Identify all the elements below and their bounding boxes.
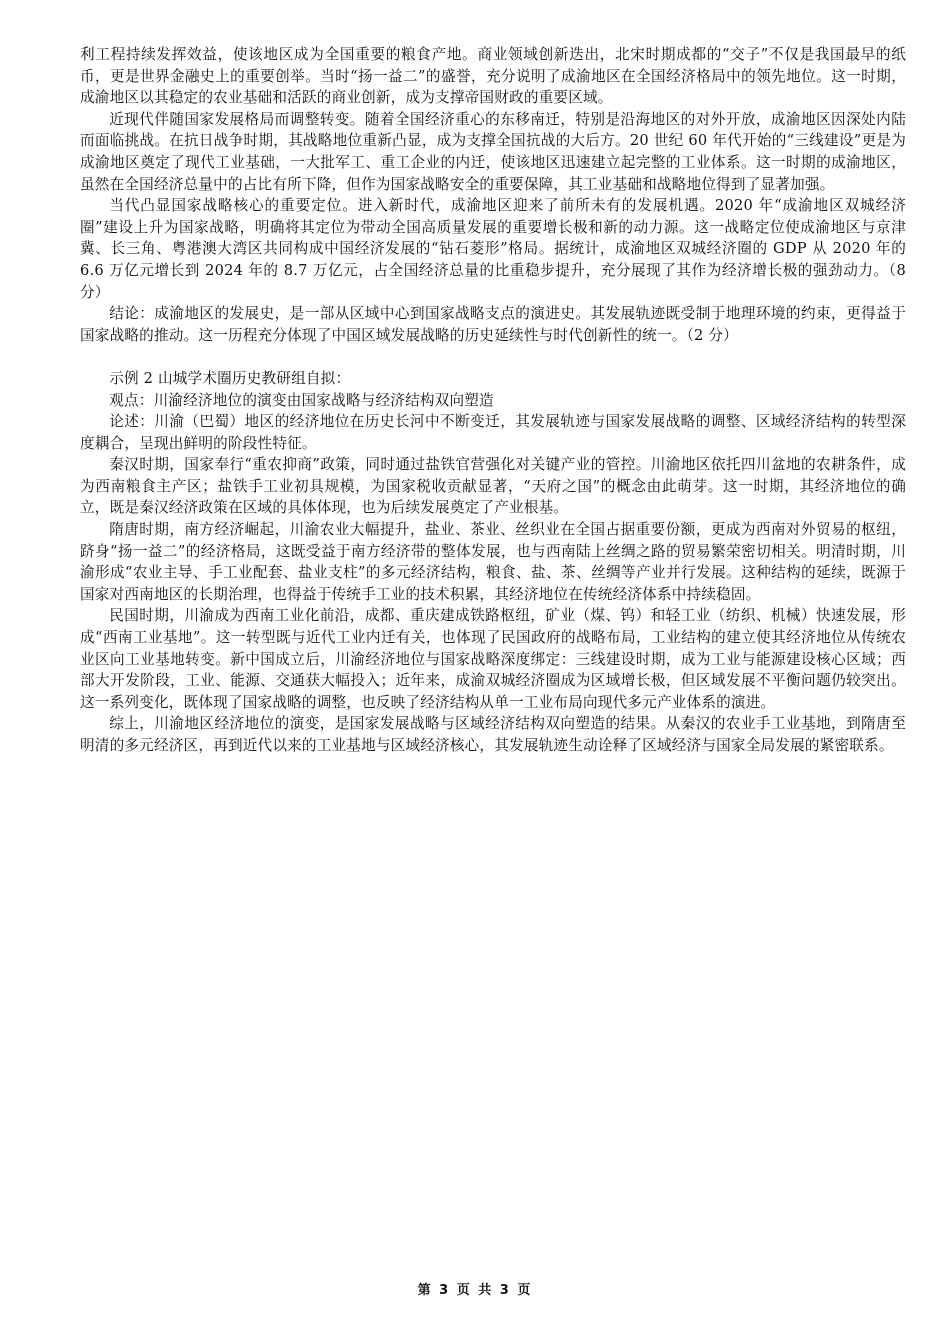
section-gap <box>80 346 906 368</box>
paragraph-conclusion: 结论：成渝地区的发展史，是一部从区域中心到国家战略支点的演进史。其发展轨迹既受制于地理环境的约束，更得益于国家战略的推动。这一历程充分体现了中国区域发展战略的历史延续性与时代创新性的统一。（2 分） <box>80 305 906 344</box>
document-body <box>80 44 906 757</box>
paragraph-irrigation-commerce: 利工程持续发挥效益，使该地区成为全国重要的粮食产地。商业领域创新迭出，北宋时期成都的“交子”不仅是我国最早的纸币，更是世界金融史上的重要创举。当时“扬一益二”的盛誉，充分说明了成渝地区在全国经济格局中的领先地位。这一时期，成渝地区以其稳定的农业基础和活跃的商业创新，成为支撑帝国财政的重要区域。 <box>80 46 906 107</box>
example2-heading: 示例 2 山城学术圈历史教研组自拟： <box>109 369 351 387</box>
paragraph-sui-tang-ming-qing: 隋唐时期，南方经济崛起，川渝农业大幅提升，盐业、茶业、丝织业在全国占据重要份额，更成为西南对外贸易的枢纽，跻身“扬一益二”的经济格局，这既受益于南方经济带的整体发展，也与西南陆上丝绸之路的贸易繁荣密切相关。明清时期，川渝形成“农业主导、手工业配套、盐业支柱”的多元经济结构，粮食、盐、茶、丝绸等产业并行发展。这种结构的延续，既源于国家对西南地区的长期治理，也得益于传统手工业的技术积累，其经济地位在传统经济体系中持续稳固。 <box>80 521 906 603</box>
paragraph-contemporary-period: 当代凸显国家战略核心的重要定位。进入新时代，成渝地区迎来了前所未有的发展机遇。2020 年“成渝地区双城经济圈”建设上升为国家战略，明确将其定位为带动全国高质量发展的重要增长极和新的动力源。这一战略定位使成渝地区与京津冀、长三角、粤港澳大湾区共同构成中国经济发展的“钻石菱形”格局。据统计，成渝地区双城经济圈的 GDP 从 2020 年的 6.6 万亿元增长到 2024 年的 8.7 万亿元，占全国经济总量的比重稳步提升，充分展现了其作为经济增长极的强劲动力。（8 分） <box>80 197 906 301</box>
example2-viewpoint: 观点：川渝经济地位的演变由国家战略与经济结构双向塑造 <box>109 391 494 409</box>
paragraph-republic-prc: 民国时期，川渝成为西南工业化前沿，成都、重庆建成铁路枢纽，矿业（煤、钨）和轻工业（纺织、机械）快速发展，形成“西南工业基地”。这一转型既与近代工业内迁有关，也体现了民国政府的战略布局，工业结构的建立使其经济地位从传统农业区向工业基地转变。新中国成立后，川渝经济地位与国家战略深度绑定：三线建设时期，成为工业与能源建设核心区域；西部大开发阶段，工业、能源、交通获大幅投入；近年来，成渝双城经济圈成为区域增长极，但区域发展不平衡问题仍较突出。这一系列变化，既体现了国家战略的调整，也反映了经济结构从单一工业布局向现代多元产业体系的演进。 <box>80 607 906 711</box>
page-number-footer: 第 3 页 共 3 页 <box>417 1283 533 1298</box>
example2-argument: 论述：川渝（巴蜀）地区的经济地位在历史长河中不断变迁，其发展轨迹与国家发展战略的调整、区域经济结构的转型深度耦合，呈现出鲜明的阶段性特征。 <box>80 413 906 452</box>
paragraph-summary: 综上，川渝地区经济地位的演变，是国家发展战略与区域经济结构双向塑造的结果。从秦汉的农业手工业基地，到隋唐至明清的多元经济区，再到近代以来的工业基地与区域经济核心，其发展轨迹生动诠释了区域经济与国家全局发展的紧密联系。 <box>80 715 906 754</box>
paragraph-qin-han: 秦汉时期，国家奉行“重农抑商”政策，同时通过盐铁官营强化对关键产业的管控。川渝地区依托四川盆地的农耕条件，成为西南粮食主产区；盐铁手工业初具规模，为国家税收贡献显著，“天府之国”的概念由此萌芽。这一时期，其经济地位的确立，既是秦汉经济政策在区域的具体体现，也为后续发展奠定了产业根基。 <box>80 456 906 517</box>
paragraph-modern-period: 近现代伴随国家发展格局而调整转变。随着全国经济重心的东移南迁，特别是沿海地区的对外开放，成渝地区因深处内陆而面临挑战。在抗日战争时期，其战略地位重新凸显，成为支撑全国抗战的大后方。20 世纪 60 年代开始的“三线建设”更是为成渝地区奠定了现代工业基础，一大批军工、重工企业的内迁，使该地区迅速建立起完整的工业体系。这一时期的成渝地区，虽然在全国经济总量中的占比有所下降，但作为国家战略安全的重要保障，其工业基础和战略地位得到了显著加强。 <box>80 110 906 193</box>
